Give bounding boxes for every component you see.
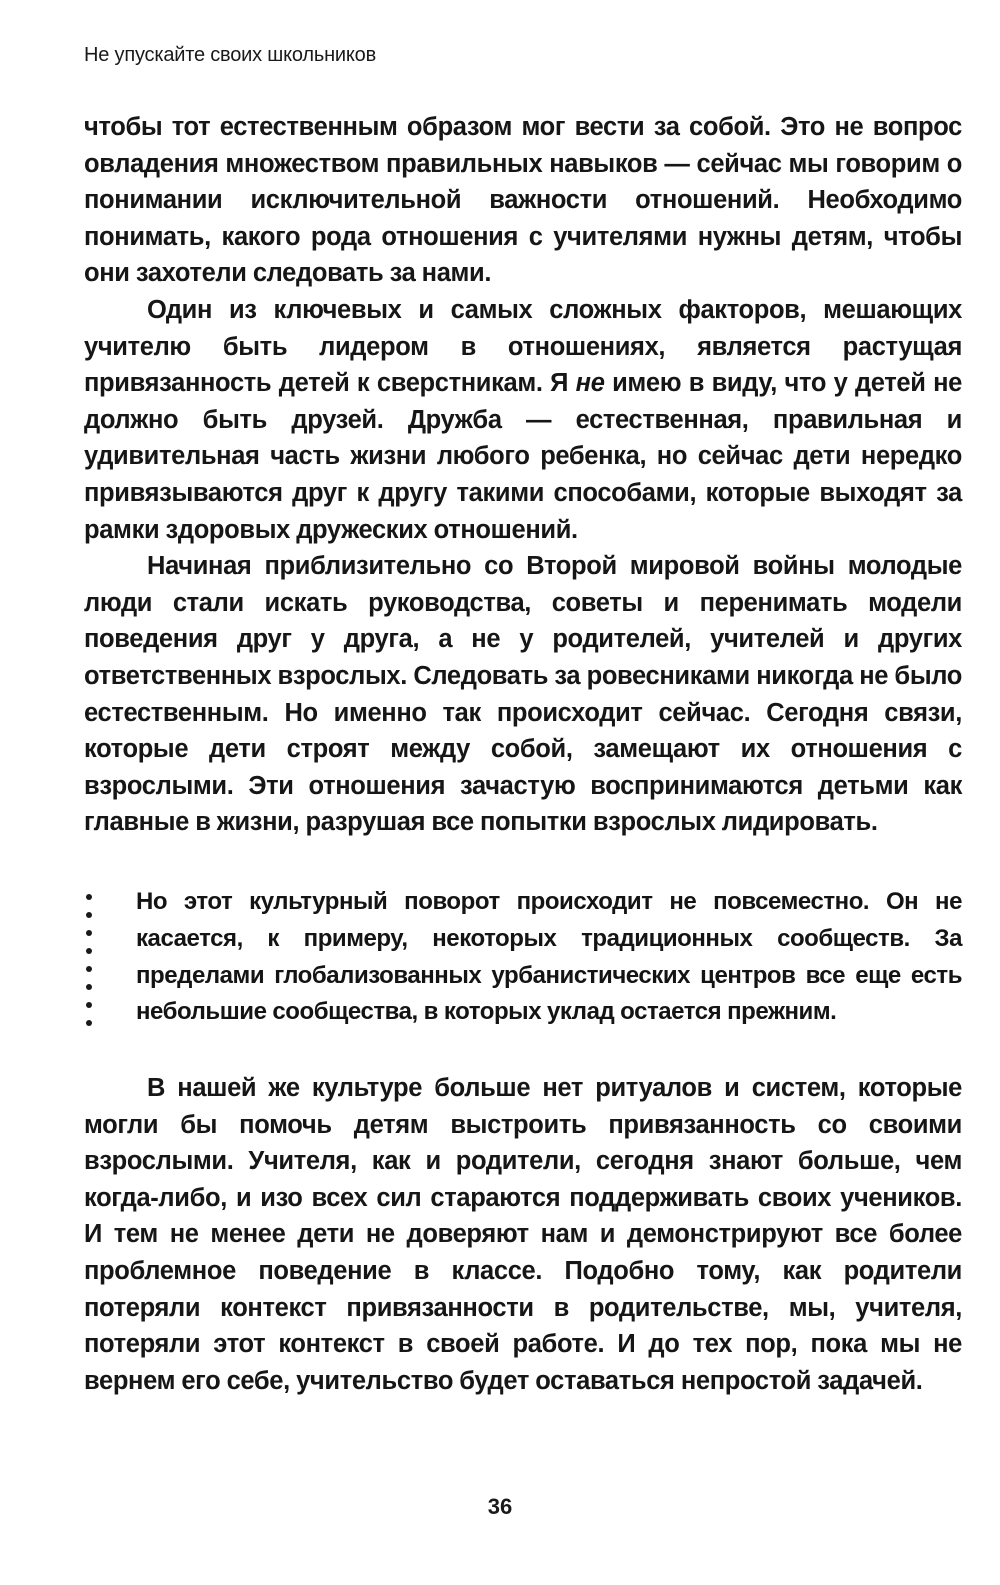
paragraph-ww2: Начиная приблизительно со Второй мировой войны молодые люди стали искать руководства, советы и перенимать модели поведения друг у друга, а не у родителей, учителей и других ответственных взрослых. Следовать за ровесниками никогда не было естественным. Но именно так происходит сейчас. Сегодня связи, которые дети строят между собой, замещают их отношения с взрослыми. Эти отношения зачастую воспринимаются детьми как главные в жизни, разрушая все попытки взрослых лидировать. <box>84 552 962 837</box>
paragraph-culture: В нашей же культуре больше нет ритуалов и систем, которые могли бы помочь детям выстроить привязанность со своими взрослыми. Учителя, как и родители, сегодня знают больше, чем когда-либо, и изо всех сил стараются поддерживать своих учеников. И тем не менее дети не доверяют нам и демонстрируют все более проблемное поведение в классе. Подобно тому, как родители потеряли контекст привязанности в родительстве, мы, учителя, потеряли этот контекст в своей работе. И до тех пор, пока мы не вернем его себе, учительство будет оставаться непростой задачей. <box>84 1074 962 1395</box>
callout-dot-rule <box>84 894 94 1029</box>
running-head: Не упускайте своих школьников <box>84 44 377 66</box>
emphasis-ne: не <box>575 369 605 398</box>
paragraph-peer-attachment-start: Один из ключевых и самых сложных факторов, мешающих учителю быть лидером в отношениях, является растущая привязанность детей к сверстникам. Я <box>84 295 962 398</box>
body-text-bottom <box>84 1070 962 1399</box>
paragraph-continuation: чтобы тот естественным образом мог вести за собой. Это не вопрос овладения множеством правильных навыков — сейчас мы говорим о понимании исключительной важности отношений. Необходимо понимать, какого рода отношения с учителями нужны детям, чтобы они захотели следовать за нами. <box>84 113 962 288</box>
callout-box <box>84 884 964 1034</box>
paragraph-peer-attachment <box>84 292 962 548</box>
body-text-top <box>84 109 962 841</box>
page-number: 36 <box>487 1494 513 1519</box>
callout-text: Но этот культурный поворот происходит не повсеместно. Он не касается, к примеру, некоторых традиционных сообществ. За пределами глобализованных урбанистических центров все еще есть небольшие сообщества, в которых уклад остается прежним. <box>136 888 962 1026</box>
paragraph-peer-attachment-end: имею в виду, что у детей не должно быть друзей. Дружба — естественная, правильная и удивительная часть жизни любого ребенка, но сейчас дети нередко привязываются друг к другу такими способами, которые выходят за рамки здоровых дружеских отношений. <box>84 369 962 544</box>
